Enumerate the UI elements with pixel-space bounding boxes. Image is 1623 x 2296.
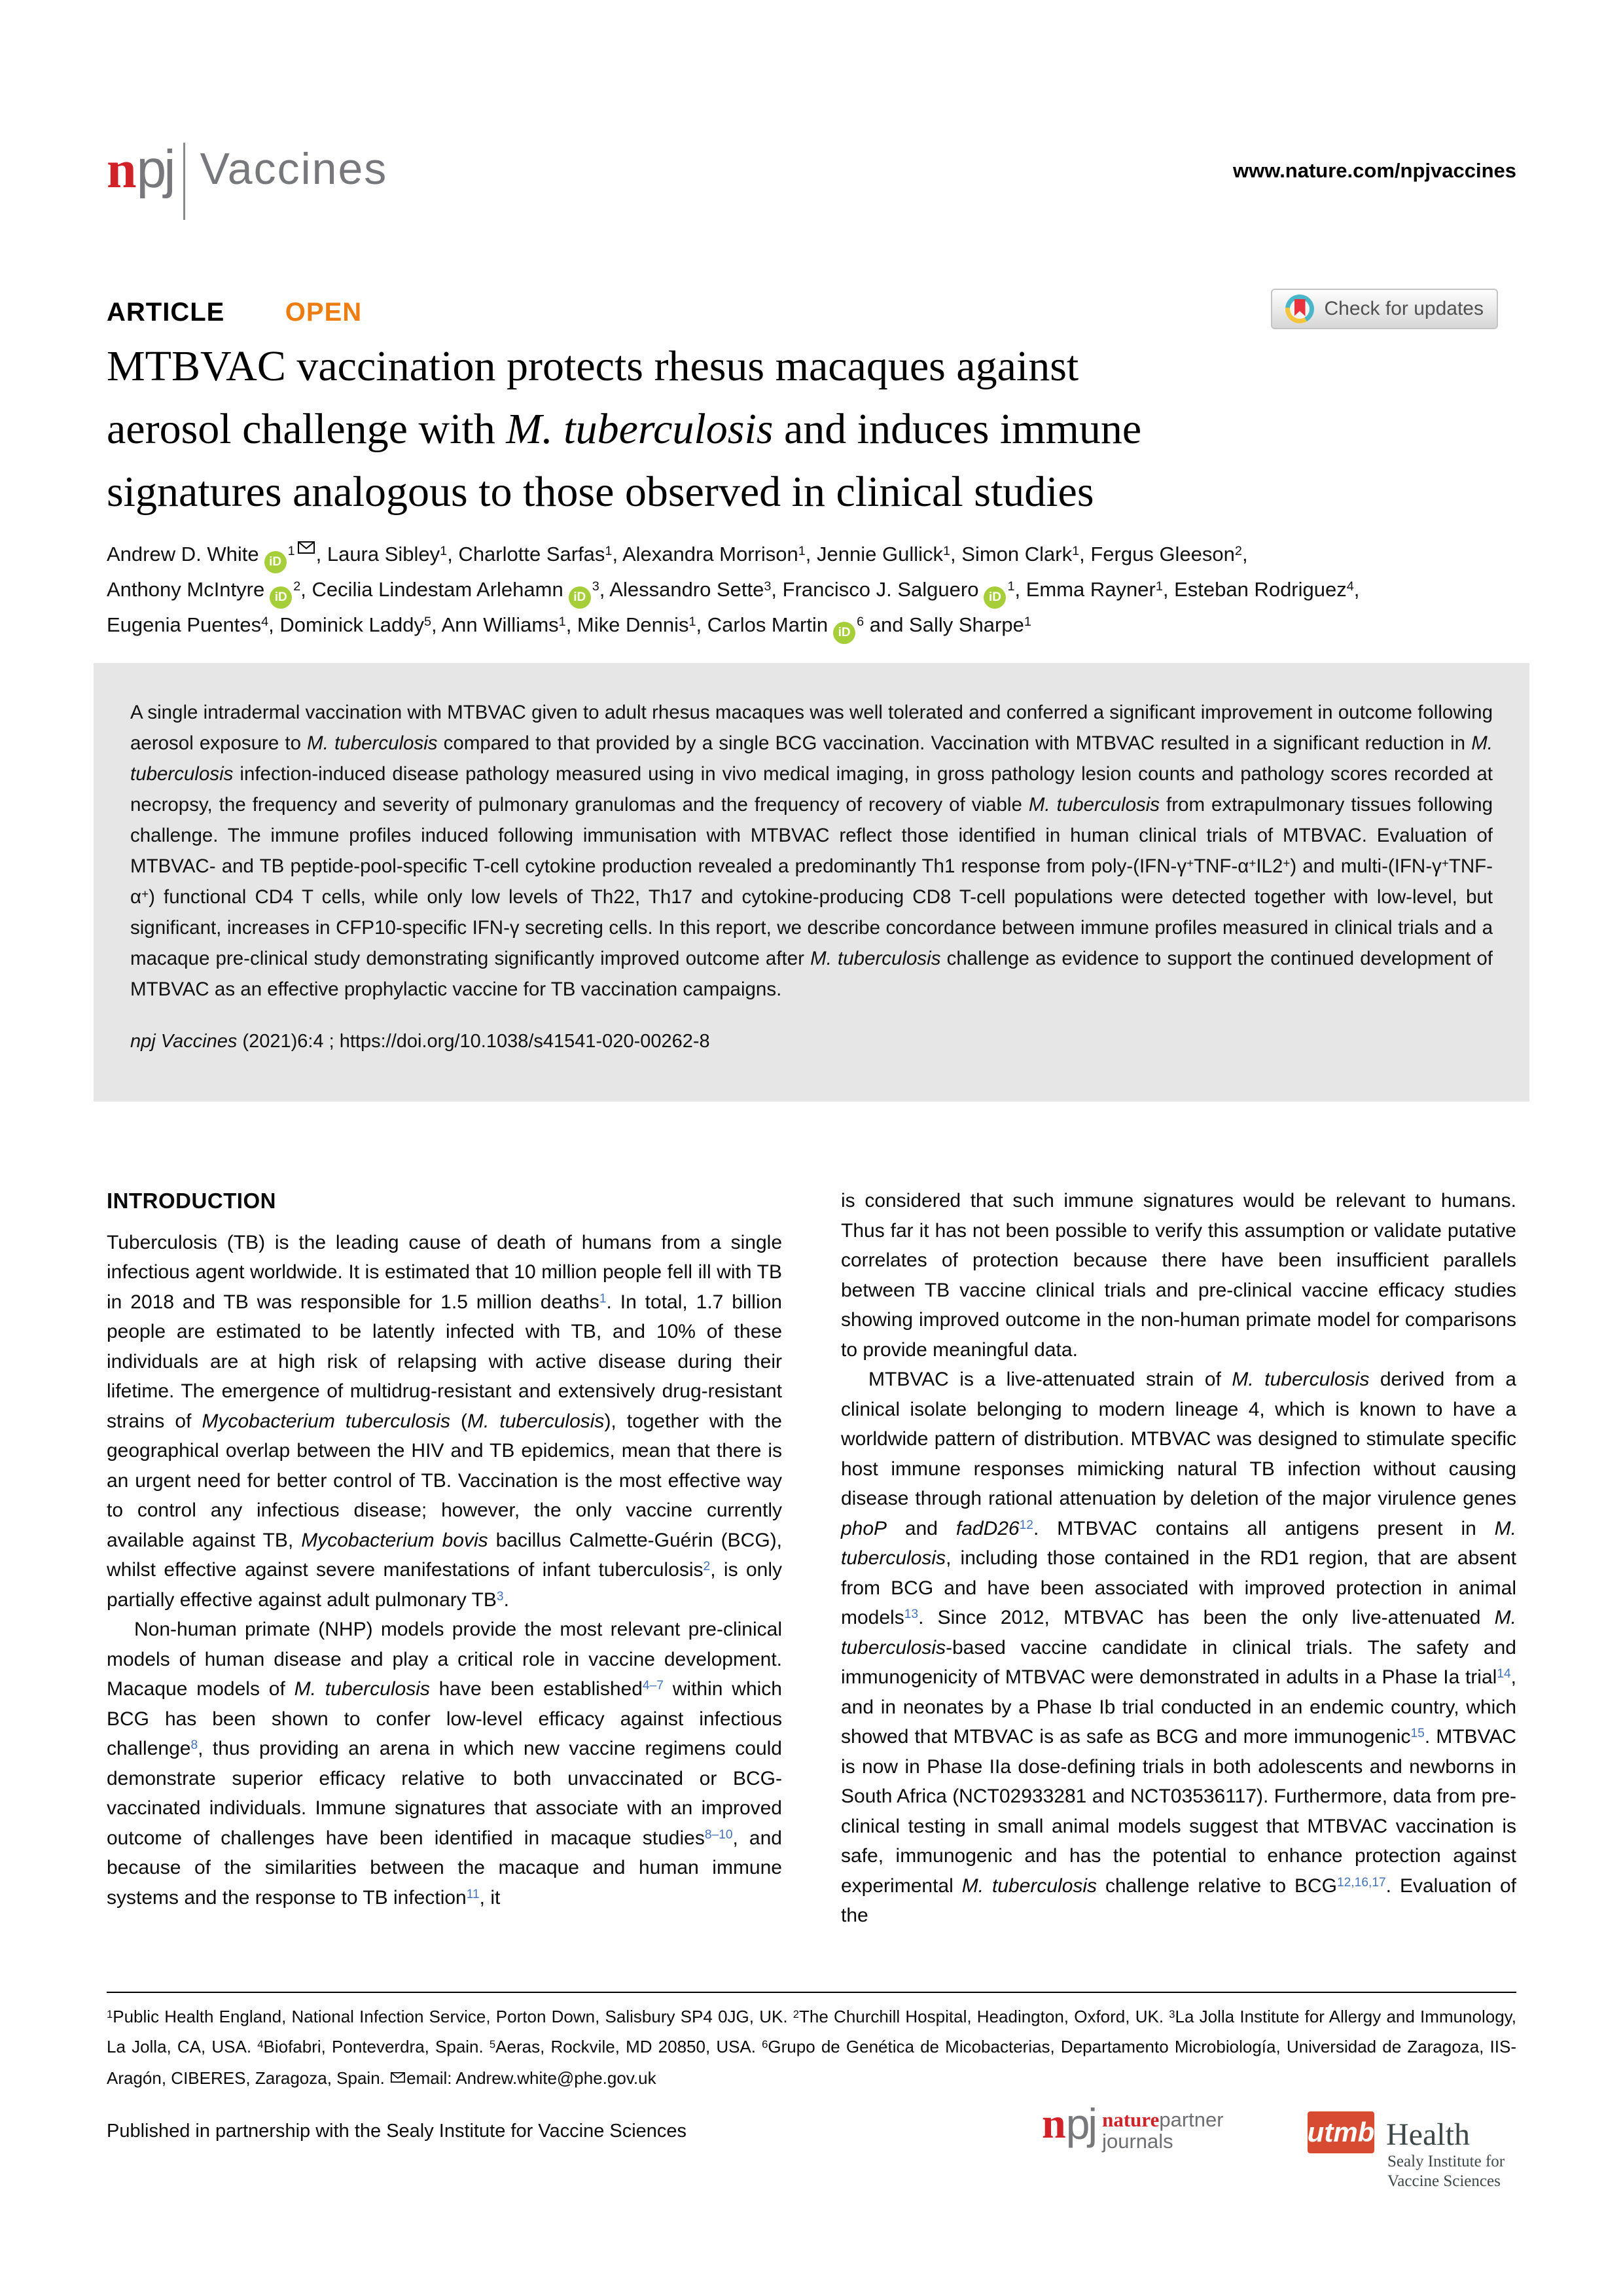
orcid-icon[interactable]: iD bbox=[264, 551, 287, 573]
nature-partner-journals-text bbox=[1102, 2109, 1224, 2152]
intro-col2-paragraphs bbox=[841, 1186, 1516, 1931]
npj-logo-pj: pj bbox=[136, 139, 173, 199]
orcid-icon[interactable]: iD bbox=[833, 622, 855, 644]
npj-vaccines-logo bbox=[107, 139, 388, 220]
author-list bbox=[107, 538, 1533, 644]
authors-line: Anthony McIntyre $iD^2$, Cecilia Lindestam Arlehamn $iD^3$, Alessandro Sette$^3$, Francisco J. Salguero $iD^1$, Emma Rayner$^1$, Esteban Rodriguez$^4$, bbox=[107, 573, 1533, 609]
paragraph: Tuberculosis (TB) is the leading cause of death of humans from a single infectious agent worldwide. It is estimated that 10 million people fell ill with TB in 2018 and TB was responsible for 1.5 million deaths$^1$. In total, 1.7 billion people are estimated to be latently infected with TB, and 10% of these individuals are at high risk of relapsing with active disease during their lifetime. The emergence of multidrug-resistant and extensively drug-resistant strains of Mycobacterium tuberculosis (M. tuberculosis), together with the geographical overlap between the HIV and TB epidemics, mean that there is an urgent need for better control of TB. Vaccination is the most effective way to control any infectious disease; however, the only vaccine currently available against TB, Mycobacterium bovis bacillus Calmette-Guérin (BCG), whilst effective against severe manifestations of infant tuberculosis$^2$, is only partially effective against adult pulmonary TB$^3$. bbox=[107, 1231, 782, 1611]
title-line: aerosol challenge with M. tuberculosis and induces immune bbox=[107, 405, 1142, 453]
nature-wordmark: nature bbox=[1102, 2108, 1160, 2131]
paragraph: Non-human primate (NHP) models provide the most relevant pre-clinical models of human disease and play a critical role in vaccine development. Macaque models of M. tuberculosis have been established$^{4-7}$ within which BCG has been shown to confer low-level efficacy against infectious challenge$^8$, thus providing an arena in which new vaccine regimens could demonstrate superior efficacy relative to both unvaccinated or BCG-vaccinated individuals. Immune signatures that associate with an improved outcome of challenges have been identified in macaque studies$^{8-10}$, and because of the similarities between the macaque and human immune systems and the response to TB infection$^{11}$, it bbox=[107, 1619, 782, 1909]
logo-divider bbox=[183, 143, 185, 220]
body-column-left bbox=[107, 1186, 782, 1912]
journals-word: journals bbox=[1102, 2130, 1173, 2153]
orcid-icon[interactable]: iD bbox=[984, 586, 1006, 609]
npj-footer-n: n bbox=[1042, 2100, 1066, 2147]
npj-logo-n: n bbox=[107, 139, 137, 199]
paragraph: is considered that such immune signatures would be relevant to humans. Thus far it has not been possible to verify this assumption or validate putative correlates of protection because there have been insufficient parallels between TB vaccine clinical trials and pre-clinical vaccine efficacy studies showing improved outcome in the non-human primate model for comparisons to provide meaningful data. bbox=[841, 1190, 1516, 1361]
open-access-label: OPEN bbox=[285, 298, 363, 327]
sealy-institute-label bbox=[1387, 2152, 1505, 2191]
title-line: signatures analogous to those observed in clinical studies bbox=[107, 468, 1094, 516]
utmb-health-label: Health bbox=[1386, 2117, 1470, 2152]
authors-line: Eugenia Puentes$^4$, Dominick Laddy$^5$, Ann Williams$^1$, Mike Dennis$^1$, Carlos Martin $iD^6$ and Sally Sharpe$^1$ bbox=[107, 609, 1533, 644]
intro-col1-paragraphs bbox=[107, 1228, 782, 1913]
orcid-icon[interactable]: iD bbox=[270, 586, 292, 609]
article-meta-row bbox=[107, 298, 1516, 337]
sealy-line2: Vaccine Sciences bbox=[1387, 2172, 1501, 2190]
sealy-line1: Sealy Institute for bbox=[1387, 2153, 1505, 2170]
check-for-updates-label: Check for updates bbox=[1324, 298, 1484, 319]
utmb-wordmark: utmb bbox=[1307, 2117, 1375, 2147]
footnote-rule bbox=[107, 1992, 1516, 1993]
partnership-statement: Published in partnership with the Sealy Institute for Vaccine Sciences bbox=[107, 2121, 687, 2142]
introduction-heading: INTRODUCTION bbox=[107, 1189, 276, 1213]
partner-word: partner bbox=[1159, 2108, 1224, 2131]
utmb-logo bbox=[1308, 2111, 1374, 2153]
orcid-icon[interactable]: iD bbox=[569, 586, 591, 609]
npj-footer-pj: pj bbox=[1065, 2100, 1096, 2148]
authors-line: Andrew D. White $iD^1$ , Laura Sibley$^1$, Charlotte Sarfas$^1$, Alexandra Morrison$^1$, Jennie Gullick$^1$, Simon Clark$^1$, Fergus Gleeson$^2$, bbox=[107, 538, 1533, 573]
citation-line[interactable]: npj Vaccines (2021)6:4 ; https://doi.org/10.1038/s41541-020-00262-8 bbox=[130, 1031, 710, 1052]
abstract-box bbox=[94, 663, 1529, 1102]
abstract-text: A single intradermal vaccination with MTBVAC given to adult rhesus macaques was well tolerated and conferred a significant improvement in outcome following aerosol exposure to M. tuberculosis compared to that provided by a single BCG vaccination. Vaccination with MTBVAC resulted in a significant reduction in M. tuberculosis infection-induced disease pathology measured using in vivo medical imaging, in gross pathology lesion counts and pathology scores recorded at necropsy, the frequency and severity of pulmonary granulomas and the frequency of recovery of viable M. tuberculosis from extrapulmonary tissues following challenge. The immune profiles induced following immunisation with MTBVAC reflect those identified in human clinical trials of MTBVAC. Evaluation of MTBVAC- and TB peptide-pool-specific T-cell cytokine production revealed a predominantly Th1 response from poly-(IFN-γ+TNF-α+IL2+) and multi-(IFN-γ+TNF-α+) functional CD4 T cells, while only low levels of Th22, Th17 and cytokine-producing CD8 T-cell populations were detected together with low-level, but significant, increases in CFP10-specific IFN-γ secreting cells. In this report, we describe concordance between immune profiles measured in clinical trials and a macaque pre-clinical study demonstrating significantly improved outcome after M. tuberculosis challenge as evidence to support the continued development of MTBVAC as an effective prophylactic vaccine for TB vaccination campaigns. bbox=[130, 702, 1493, 1000]
article-title bbox=[107, 335, 1546, 524]
affiliations-footnote: $^1$Public Health England, National Infection Service, Porton Down, Salisbury SP4 0JG, UK. $^2$The Churchill Hospital, Headington, Oxford, UK. $^3$La Jolla Institute for Allergy and Immunology, La Jolla, CA, USA. $^4$Biofabri, Ponteverdra, Spain. $^5$Aeras, Rockvile, MD 20850, USA. $^6$Grupo de Genética de Micobacterias, Departamento Microbiología, Universidad de Zaragoza, IIS-Aragón, CIBERES, Zaragoza, Spain. email: Andrew.white@phe.gov.uk bbox=[107, 2001, 1516, 2093]
journal-url[interactable]: www.nature.com/npjvaccines bbox=[1233, 159, 1516, 182]
title-line: MTBVAC vaccination protects rhesus macaques against bbox=[107, 342, 1079, 390]
paragraph: MTBVAC is a live-attenuated strain of M. tuberculosis derived from a clinical isolate belonging to modern lineage 4, which is known to have a worldwide pattern of distribution. MTBVAC was designed to stimulate specific host immune responses mimicking natural TB infection without causing disease through rational attenuation by deletion of the major virulence genes phoP and fadD26$^{12}$. MTBVAC contains all antigens present in M. tuberculosis, including those contained in the RD1 region, that are absent from BCG and have been associated with improved protection in animal models$^{13}$. Since 2012, MTBVAC has been the only live-attenuated M. tuberculosis-based vaccine candidate in clinical trials. The safety and immunogenicity of MTBVAC were demonstrated in adults in a Phase Ia trial$^{14}$, and in neonates by a Phase Ib trial conducted in an endemic country, which showed that MTBVAC is as safe as BCG and more immunogenic$^{15}$. MTBVAC is now in Phase IIa dose-defining trials in both adolescents and newborns in South Africa (NCT02933281 and NCT03536117). Furthermore, data from pre-clinical testing in small animal models suggest that MTBVAC vaccination is safe, immunogenic and has the potential to enhance protection against experimental M. tuberculosis challenge relative to BCG$^{12,16,17}$. Evaluation of the bbox=[841, 1369, 1516, 1926]
journal-name: Vaccines bbox=[200, 144, 388, 194]
npj-footer-logo bbox=[1042, 2102, 1224, 2152]
envelope-icon bbox=[391, 2062, 405, 2092]
crossmark-icon bbox=[1285, 295, 1314, 323]
article-type-label: ARTICLE bbox=[107, 298, 225, 327]
body-column-right bbox=[841, 1186, 1516, 1931]
envelope-icon bbox=[298, 541, 315, 554]
check-for-updates-badge[interactable] bbox=[1271, 289, 1498, 329]
